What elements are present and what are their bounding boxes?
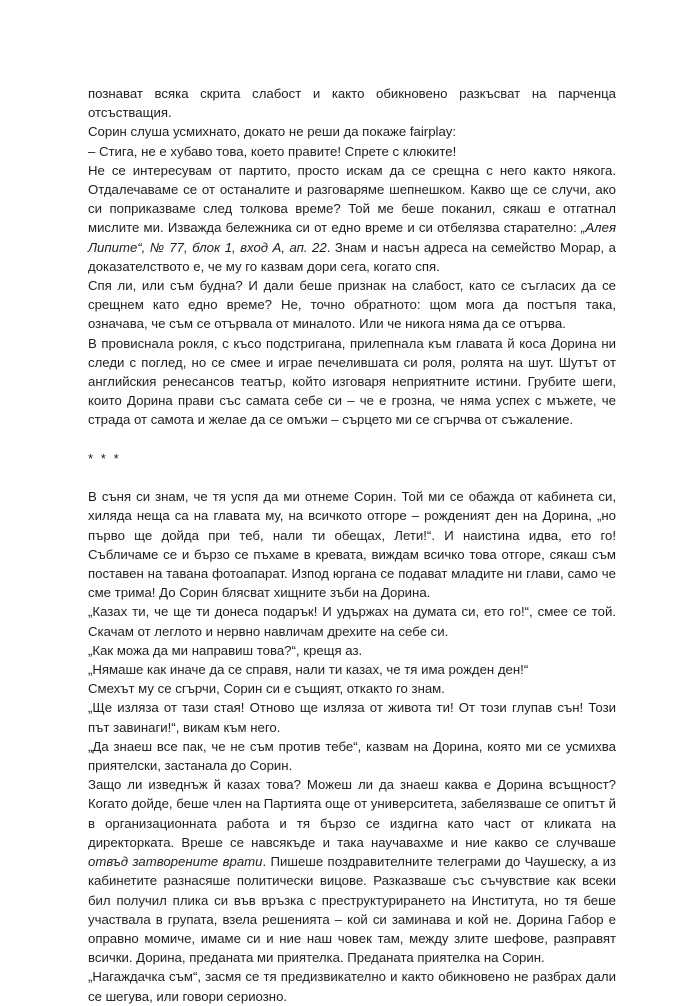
paragraph: „Казах ти, че ще ти донеса подарък! И удържах на думата си, ето го!“, смее се той. Скачам от леглото и нервно навличам дрехите на себе си. (88, 604, 616, 639)
section-separator: * * * (88, 450, 121, 466)
paragraph: „Нагаждачка съм“, засмя се тя предизвикателно и както обикновено не разбрах дали се шегува, или говори сериозно. (88, 969, 616, 1004)
address-italic: „Алея Липите“, № 77, блок 1, вход А, ап. 22 (88, 220, 616, 255)
paragraph: В съня си знам, че тя успя да ми отнеме Сорин. Той ми се обажда от кабинета си, хиляда неща са на главата му, на всичкото отгоре – рожденият ден на Дорина, „но първо ще дойда при теб, нали ти обещах, Лети!“. И наистина идва, ето го! Събличаме се и бързо се пъхаме в кревата, виждам всичко това отгоре, сякаш съм поставен на тавана фотоапарат. Изпод юргана се подават младите ни глави, само че сме трима! До Сорин блясват хищните зъби на Дорина. (88, 489, 616, 601)
document-page (88, 84, 616, 1006)
paragraph: – Стига, не е хубаво това, което правите! Спрете с клюките! (88, 143, 457, 159)
paragraph (88, 161, 616, 276)
paragraph-text: . Знам и насън адреса на семейство Морар, а доказателството е, че му го казвам дори сега, когато спя. (88, 239, 616, 274)
paragraph-text: . Пишеше поздравителните телеграми до Чаушеску, а из кабинетите разнасяше политически вицове. Разказваше със съчувствие как всеки бил получил плика си във връзка с преструктурирането на Института, но тя беше участвала в групата, взела решенията – кой си заминава и кой не. Дорина Габор е оправно момиче, имаме си и ние наш човек там, между злите шефове, разправят всички. Дорина, преданата ми приятелка. Преданата приятелка на Сорин. (88, 854, 616, 966)
blank-line (88, 430, 616, 449)
paragraph: Сорин слуша усмихнато, докато не реши да покаже fairplay: (88, 124, 457, 140)
paragraph-text: Не се интересувам от партито, просто искам да се срещна с него както някога. Отдалечаваме се от останалите и разговаряме шепнешком. Какво ще се случи, ако си поприказваме след толкова време? Той ме беше поканил, сякаш е отгатнал мислите ми. Изважда бележника си от едно време и си отбелязва старателно: (88, 162, 616, 236)
paragraph: познават всяка скрита слабост и както обикновено разкъсват на парченца отсъстващия. (88, 86, 616, 121)
paragraph (88, 775, 616, 967)
paragraph: „Нямаше как иначе да се справя, нали ти казах, че тя има рожден ден!“ (88, 662, 529, 678)
paragraph-text: Защо ли изведнъж й казах това? Можеш ли да знаеш каква е Дорина всъщност? Когато дойде, беше член на Партията още от университета, забелязваше се опитът й в организационната работа и тя бързо се издигна като част от кликата на директорката. Вреше се навсякъде и така научавахме и ние какво се случваше (88, 777, 616, 850)
paragraph: „Ще изляза от тази стая! Отново ще изляза от живота ти! От този глупав сън! Този път завинаги!“, викам към него. (88, 700, 616, 735)
paragraph: Спя ли, или съм будна? И дали беше признак на слабост, като се съгласих да се срещнем като едно време? Не, точно обратното: щом мога да постъпя така, означава, че съм се отървала от миналото. Или че никога няма да се отърва. (88, 278, 616, 332)
emphasis-italic: отвъд затворените врати (88, 854, 263, 870)
paragraph: „Да знаеш все пак, че не съм против тебе“, казвам на Дорина, която ми се усмихва приятелски, застанала до Сорин. (88, 738, 616, 774)
paragraph: „Как можа да ми направиш това?“, крещя аз. (88, 642, 363, 658)
blank-line (88, 468, 616, 487)
paragraph: Смехът му се сгърчи, Сорин си е същият, откакто го знам. (88, 681, 445, 697)
paragraph: В провиснала рокля, с късо подстригана, прилепнала към главата й коса Дорина ни следи с поглед, но се смее и играе печелившата си роля, ролята на шут. Шутът от английския ренесансов театър, който изговаря неприятните истини. Грубите шеги, които Дорина прави със самата себе си – че е грозна, че няма успех с мъжете, че страда от самота и желае да се омъжи – сърцето ми се сгърчва от съжаление. (88, 335, 616, 428)
